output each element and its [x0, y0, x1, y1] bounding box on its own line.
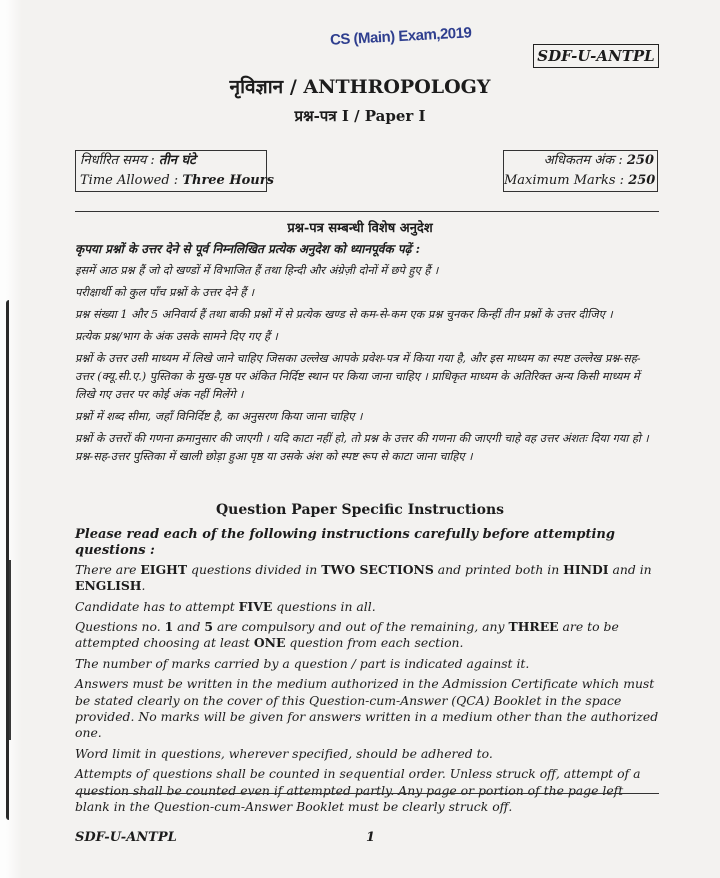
instr3-text-g: are to be attempted choosing at least	[75, 619, 619, 651]
english-instruction-6: Word limit in questions, wherever specified, should be adhered to.	[75, 745, 493, 761]
english-instruction-2	[75, 599, 659, 615]
instr2-text-a: Candidate has to attempt	[75, 598, 239, 614]
hindi-instructions-lead: कृपया प्रश्नों के उत्तर देने से पूर्व निम्नलिखित प्रत्येक अनुदेश को ध्यानपूर्वक पढ़ें :	[75, 242, 421, 256]
marks-english-label: Maximum Marks :	[504, 173, 629, 188]
divider-bottom	[75, 793, 659, 794]
hindi-instruction-3: प्रश्न संख्या 1 और 5 अनिवार्य हैं तथा बाकी प्रश्नों में से प्रत्येक खण्ड से कम-से-कम एक प्रश्न चुनकर किन्हीं तीन प्रश्नों के उत्तर दीजिए ।	[75, 308, 613, 321]
exam-stamp: CS (Main) Exam,2019	[329, 24, 472, 49]
instr3-q1: 1	[164, 619, 174, 635]
english-instructions	[75, 527, 659, 820]
english-instruction-3	[75, 619, 659, 652]
instr1-text-g: and in	[608, 561, 652, 577]
instr3-three: THREE	[508, 619, 559, 635]
instr2-count: FIVE	[238, 598, 273, 614]
marks-english-value: 250	[628, 173, 656, 188]
instr3-text-i: question from each section.	[285, 635, 464, 651]
hindi-instruction-1: इसमें आठ प्रश्न हैं जो दो खण्डों में विभाजित हैं तथा हिन्दी और अंग्रेज़ी दोनों में छपे हुए हैं ।	[75, 264, 439, 277]
instr3-one: ONE	[253, 635, 286, 651]
instr1-text-c: questions divided in	[187, 561, 322, 577]
time-hindi-value: तीन घंटे	[158, 153, 196, 168]
instr1-hindi: HINDI	[563, 561, 609, 577]
time-english-label: Time Allowed :	[80, 173, 183, 188]
english-instruction-5: Answers must be written in the medium authorized in the Admission Certificate which must be stated clearly on the cover of this Question-cum-Answer (QCA) Booklet in the space provided. No marks will be given for answers written in a medium other than the authorized one.	[75, 676, 659, 741]
time-allowed-box	[75, 150, 274, 192]
page-title: नृविज्ञान / ANTHROPOLOGY	[229, 76, 491, 98]
instr3-text-a: Questions no.	[75, 619, 165, 635]
hindi-instruction-4: प्रत्येक प्रश्न/भाग के अंक उसके सामने दिए गए हैं ।	[75, 330, 278, 343]
instr3-text-c: and	[173, 619, 205, 635]
marks-english-line	[504, 171, 654, 191]
maximum-marks-box	[503, 150, 658, 192]
english-instruction-1	[75, 562, 659, 595]
time-english-line	[80, 171, 274, 191]
page-number: 1	[366, 830, 376, 845]
paper-subtitle: प्रश्न-पत्र I / Paper I	[294, 107, 426, 125]
english-instructions-lead: Please read each of the following instructions carefully before attempting questions :	[75, 527, 615, 559]
instr1-sections: TWO SECTIONS	[321, 561, 434, 577]
divider-top	[75, 211, 659, 212]
instr1-text-i: .	[141, 578, 146, 594]
marks-hindi-value: 250	[626, 153, 654, 168]
hindi-instructions-heading: प्रश्न-पत्र सम्बन्धी विशेष अनुदेश	[287, 221, 433, 236]
paper-code-box: SDF-U-ANTPL	[533, 44, 659, 68]
instr2-text-c: questions in all.	[272, 598, 376, 614]
english-instructions-heading: Question Paper Specific Instructions	[215, 502, 505, 518]
english-instruction-7: Attempts of questions shall be counted in sequential order. Unless struck off, attempt of a question shall be counted even if attempted partly. Any page or portion of the page left blank in the Question-cum-Answer Booklet must be clearly struck off.	[75, 766, 641, 815]
time-hindi-label: निर्धारित समय :	[80, 153, 159, 168]
time-hindi-line	[80, 151, 266, 171]
hindi-instruction-6: प्रश्नों में शब्द सीमा, जहाँ विनिर्दिष्ट है, का अनुसरण किया जाना चाहिए ।	[75, 410, 363, 423]
hindi-instruction-7: प्रश्नों के उत्तरों की गणना क्रमानुसार की जाएगी । यदि काटा नहीं हो, तो प्रश्न के उत्तर की गणना की जाएगी चाहे वह उत्तर अंशतः दिया गया हो । प्रश्न-सह-उत्तर पुस्तिका में खाली छोड़ा हुआ पृष्ठ या उसके अंश को स्पष्ट रूप से काटा जाना चाहिए ।	[75, 432, 649, 463]
instr3-text-e: are compulsory and out of the remaining, any	[213, 619, 509, 635]
english-instruction-4: The number of marks carried by a question / part is indicated against it.	[75, 655, 530, 671]
hindi-instruction-5: प्रश्नों के उत्तर उसी माध्यम में लिखे जाने चाहिए जिसका उल्लेख आपके प्रवेश-पत्र में किया गया है, और इस माध्यम का स्पष्ट उल्लेख प्रश्न-सह-उत्तर (क्यू.सी.ए.) पुस्तिका के मुख-पृष्ठ पर अंकित निर्दिष्ट स्थान पर किया जाना चाहिए । प्राधिकृत माध्यम के अतिरिक्त अन्य किसी माध्यम में लिखे गए उत्तर पर कोई अंक नहीं मिलेंगे ।	[75, 352, 641, 401]
instr1-english: ENGLISH	[75, 578, 142, 594]
marks-hindi-label: अधिकतम अंक :	[543, 153, 627, 168]
time-english-value: Three Hours	[182, 173, 274, 188]
footer-paper-code: SDF-U-ANTPL	[75, 830, 177, 845]
instr1-text-e: and printed both in	[433, 561, 564, 577]
instr3-q5: 5	[204, 619, 214, 635]
torn-edge-mark-lower	[9, 560, 17, 740]
hindi-instruction-2: परीक्षार्थी को कुल पाँच प्रश्नों के उत्तर देने हैं ।	[75, 286, 255, 299]
hindi-instructions	[75, 240, 659, 470]
instr1-count: EIGHT	[140, 561, 188, 577]
instr1-text-a: There are	[75, 561, 141, 577]
marks-hindi-line	[504, 151, 654, 171]
